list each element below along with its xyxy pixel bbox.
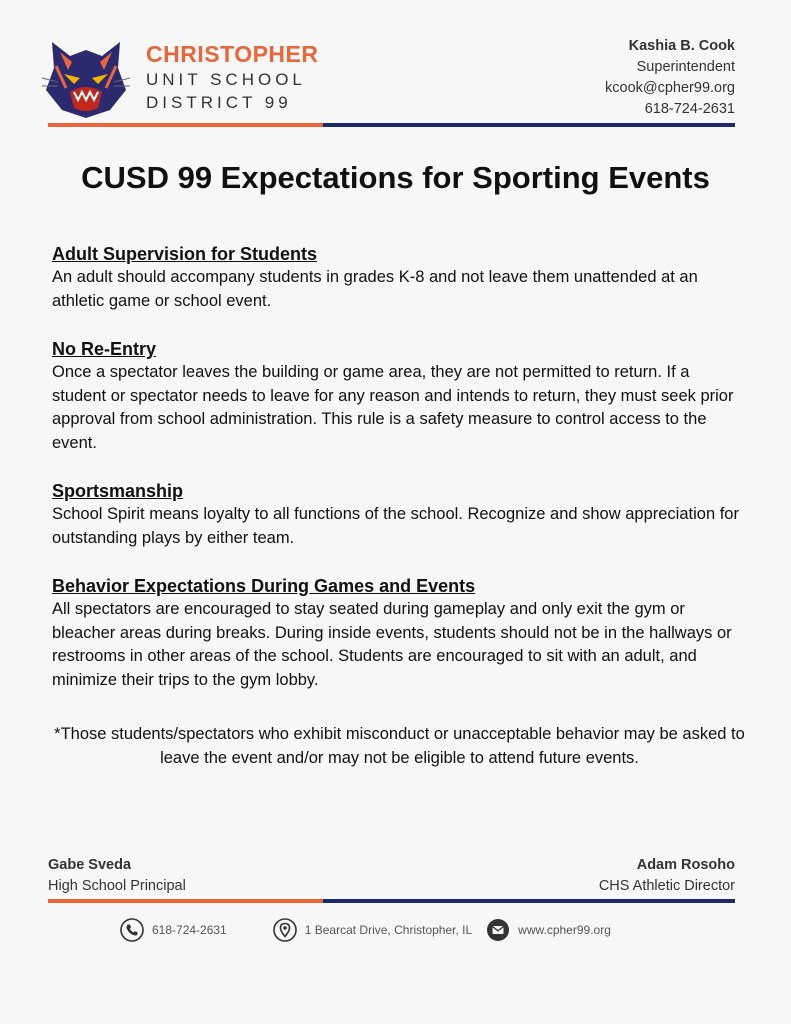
district-name-line1: CHRISTOPHER xyxy=(146,41,319,67)
contact-name: Kashia B. Cook xyxy=(628,38,735,54)
section-sportsmanship xyxy=(52,479,747,550)
section-body: An adult should accompany students in grades K-8 and not leave them unattended at an athletic game or school event. xyxy=(52,268,698,310)
athletic-director-signature xyxy=(599,855,735,897)
page-title: CUSD 99 Expectations for Sporting Events xyxy=(81,160,710,195)
contact-phone: 618-724-2631 xyxy=(644,101,735,117)
section-heading: Behavior Expectations During Games and Events xyxy=(52,576,476,596)
athletic-director-title: CHS Athletic Director xyxy=(598,878,735,894)
section-heading: No Re-Entry xyxy=(52,339,157,359)
section-behavior-expectations xyxy=(52,574,747,692)
district-name-line2: UNIT SCHOOL xyxy=(146,70,306,89)
superintendent-contact xyxy=(605,36,735,120)
footer-phone-text: 618-724-2631 xyxy=(152,923,227,937)
principal-signature xyxy=(48,855,186,897)
section-adult-supervision xyxy=(52,242,747,313)
footer-website xyxy=(486,918,611,942)
contact-title: Superintendent xyxy=(636,59,735,75)
district-name xyxy=(146,40,319,114)
footer-website-text[interactable]: www.cpher99.org xyxy=(518,923,611,937)
footer-contact xyxy=(120,918,625,942)
section-heading: Sportsmanship xyxy=(52,481,184,501)
bearcat-logo xyxy=(40,38,132,118)
principal-name: Gabe Sveda xyxy=(48,857,132,873)
header-divider xyxy=(48,123,735,127)
expectations-list xyxy=(52,242,747,716)
section-body: School Spirit means loyalty to all functions of the school. Recognize and show appreciation for outstanding plays by either team. xyxy=(52,505,739,547)
mail-icon xyxy=(486,918,510,942)
contact-email[interactable]: kcook@cpher99.org xyxy=(605,80,735,96)
section-body: All spectators are encouraged to stay seated during gameplay and only exit the gym or bleacher areas during breaks. During inside events, students should not be in the hallways or restrooms in other areas of the school. Students are encouraged to sit with an adult, and minimize their trips to the gym lobby. xyxy=(52,600,732,689)
district-name-line3: DISTRICT 99 xyxy=(146,93,292,112)
footer-address xyxy=(273,918,472,942)
section-no-re-entry xyxy=(52,337,747,455)
section-body: Once a spectator leaves the building or game area, they are not permitted to return. If a student or spectator needs to leave for any reason and intends to return, they must seek prior approval from school administration. This rule is a safety measure to control access to the event. xyxy=(52,363,734,452)
athletic-director-name: Adam Rosoho xyxy=(636,857,735,873)
misconduct-note: *Those students/spectators who exhibit misconduct or unacceptable behavior may be asked to leave the event and/or may not be eligible to attend future events. xyxy=(54,725,745,767)
footer-address-text: 1 Bearcat Drive, Christopher, IL xyxy=(304,923,473,937)
principal-title: High School Principal xyxy=(48,878,186,894)
phone-icon xyxy=(120,918,144,942)
footer-divider xyxy=(48,899,735,903)
location-pin-icon xyxy=(273,918,297,942)
section-heading: Adult Supervision for Students xyxy=(52,244,318,264)
footer-phone xyxy=(120,918,227,942)
